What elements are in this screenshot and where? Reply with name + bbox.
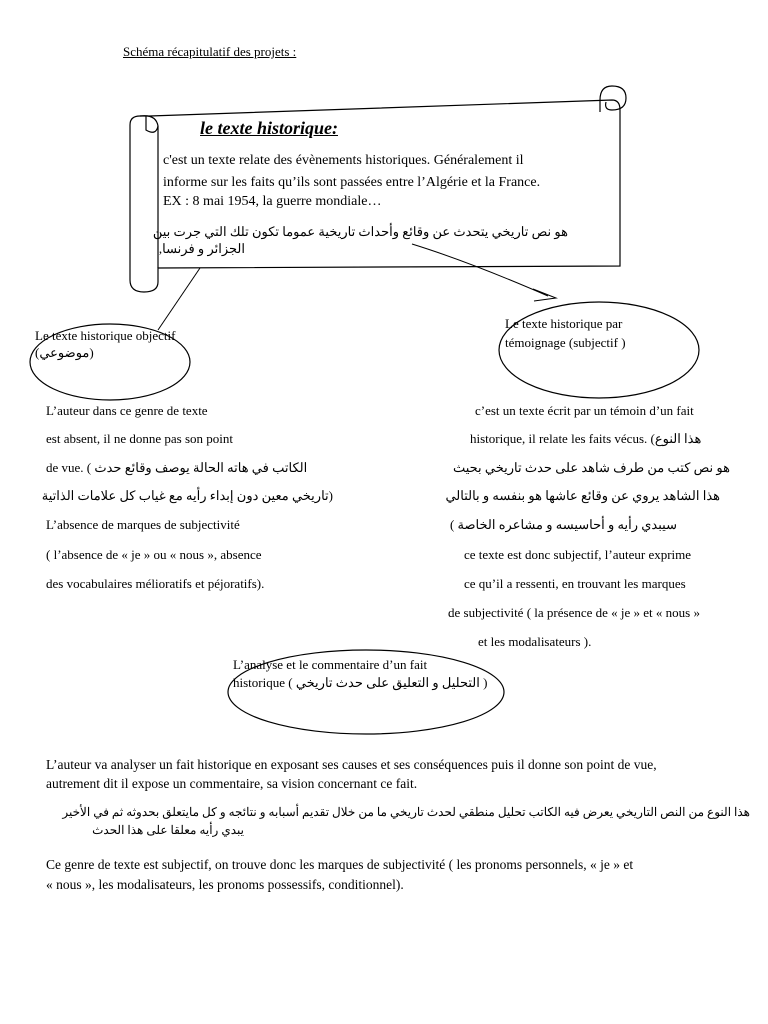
subjective-line: et les modalisateurs ). [478, 634, 592, 649]
scroll-left-curl [140, 116, 158, 133]
scroll-fr-line: c'est un texte relate des évènements historiques. Généralement il [163, 153, 524, 168]
page-title: Schéma récapitulatif des projets : [123, 44, 297, 59]
scroll-fr-line: informe sur les faits qu’ils sont passées entre l’Algérie et la France. [163, 175, 541, 190]
subjective-line-ar: هذا الشاهد يروي عن وقائع عاشها هو بنفسه و بالتالي [445, 488, 720, 503]
subjective-line: de subjectivité ( la présence de « je » et « nous » [448, 605, 700, 620]
objective-line: de vue. ( الكاتب في هاته الحالة يوصف وقائع حدث [46, 460, 308, 475]
scroll-fr-line: EX : 8 mai 1954, la guerre mondiale… [163, 194, 382, 209]
subjective-line: c’est un texte écrit par un témoin d’un fait [475, 403, 694, 418]
subjective-line: ce qu’il a ressenti, en trouvant les marques [464, 576, 686, 591]
connector-right [412, 244, 548, 296]
objective-line: ( l’absence de « je » ou « nous », absence [46, 547, 262, 562]
scroll-ar-line: هو نص تاريخي يتحدث عن وقائع وأحداث تاريخية عموما تكون تلك التي جرت بين [152, 224, 568, 239]
subjective-title: témoignage (subjectif ) [505, 335, 626, 350]
conclusion-line: « nous », les modalisateurs, les pronoms possessifs, conditionnel). [46, 877, 404, 892]
objective-line: L’auteur dans ce genre de texte [46, 403, 208, 418]
subjective-line-ar: هو نص كتب من طرف شاهد على حدث تاريخي بحيث [452, 460, 730, 475]
subjective-line: historique, il relate les faits vécus. (هذا النوع [470, 431, 702, 446]
conclusion-line: Ce genre de texte est subjectif, on trouve donc les marques de subjectivité ( les pronoms personnels, « je » et [46, 857, 634, 872]
subjective-title: Le texte historique par [505, 316, 623, 331]
objective-line: L’absence de marques de subjectivité [46, 517, 240, 532]
analysis-title: L’analyse et le commentaire d’un fait [233, 657, 428, 672]
subjective-line: ce texte est donc subjectif, l’auteur exprime [464, 547, 692, 562]
analysis-fr-line: L’auteur va analyser un fait historique en exposant ses causes et ses conséquences puis il donne son point de vue, [46, 757, 657, 772]
analysis-ar-line: يبدي رأيه معلقا على هذا الحدث [92, 823, 244, 837]
analysis-title: historique ( التحليل و التعليق على حدث تاريخي ) [233, 675, 488, 690]
objective-line: est absent, il ne donne pas son point [46, 431, 234, 446]
analysis-fr-line: autrement dit il expose un commentaire, sa vision concernant ce fait. [46, 776, 418, 791]
objective-title: Le texte historique objectif [35, 328, 176, 343]
subjective-line-ar: سيبدي رأيه و أحاسيسه و مشاعره الخاصة ) [449, 517, 677, 532]
connector-left [158, 268, 200, 330]
objective-line-ar: (تاريخي معين دون إبداء رأيه مع غياب كل علامات الذاتية [41, 488, 333, 503]
objective-title-ar: (موضوعي) [35, 345, 94, 360]
scroll-right-curl [600, 86, 626, 110]
objective-line: des vocabulaires mélioratifs et péjoratifs). [46, 576, 265, 591]
scroll-heading: le texte historique: [200, 118, 338, 138]
analysis-ar-line: هذا النوع من النص التاريخي يعرض فيه الكاتب تحليل منطقي لحدث تاريخي ما من خلال تقديم أسبابه و نتائجه و كل مايتعلق بحدوثه ثم في الأخير [62, 805, 750, 819]
scroll-ar-line: الجزائر و فرنسا, [158, 241, 245, 256]
